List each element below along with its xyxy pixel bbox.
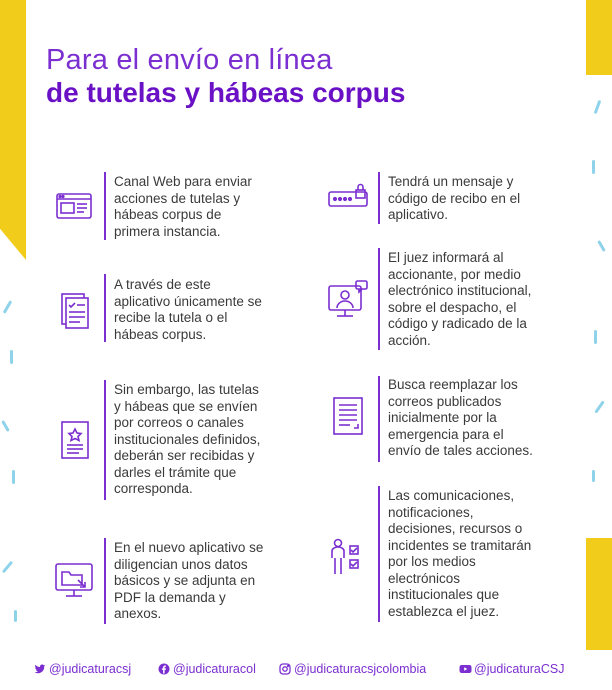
item-divider [378, 486, 380, 622]
decorative-dash [12, 470, 15, 484]
item-divider [104, 274, 106, 342]
twitter-handle: @judicaturacsj [49, 662, 132, 676]
twitter-link[interactable] [34, 662, 131, 676]
item-text-4: En el nuevo aplicativo se diligencian unos datos básicos y se adjunta en PDF la demanda y anexos. [114, 540, 264, 621]
instagram-handle: @judicaturacsjcolombia [294, 662, 427, 676]
decorative-dash [594, 400, 604, 413]
item-text-5: Tendrá un mensaje y código de recibo en el aplicativo. [388, 174, 521, 222]
decorative-dash [1, 420, 10, 432]
document-list-icon [326, 394, 370, 438]
item-divider [104, 172, 106, 240]
page-title-line1: Para el envío en línea [46, 44, 333, 76]
item-divider [378, 172, 380, 224]
instagram-link[interactable] [279, 662, 426, 676]
web-browser-icon [52, 184, 96, 228]
item-text-3: Sin embargo, las tutelas y hábeas que se envíen por correos o canales institucionales definidos, deberán ser recibidas y darles el trámite que corresponda. [114, 382, 261, 496]
decorative-dash [2, 561, 13, 574]
decorative-dash [3, 300, 13, 314]
item-divider [104, 380, 106, 500]
left-yellow-stripe [0, 0, 26, 260]
decorative-dash [594, 330, 597, 344]
page-title-line2: de tutelas y hábeas corpus [46, 77, 406, 108]
youtube-icon [459, 663, 471, 675]
decorative-dash [594, 100, 602, 114]
decorative-dash [597, 240, 606, 252]
instagram-icon [279, 663, 291, 675]
password-code-icon [326, 176, 370, 220]
decorative-dash [14, 610, 17, 622]
certificate-document-icon [54, 418, 98, 462]
facebook-handle: @judicaturacol [173, 662, 256, 676]
item-divider [378, 376, 380, 462]
item-text-8: Las comunicaciones, notificaciones, decisiones, recursos o incidentes se tramitarán por los medios electrónicos institucionales que establezca el juez. [388, 488, 532, 619]
document-check-icon [52, 288, 96, 332]
item-text-7: Busca reemplazar los correos publicados inicialmente por la emergencia para el envío de tales acciones. [388, 377, 533, 458]
social-footer [0, 662, 612, 682]
facebook-link[interactable] [158, 662, 256, 676]
computer-folder-upload-icon [52, 558, 96, 602]
item-text-1: Canal Web para enviar acciones de tutelas y hábeas corpus de primera instancia. [114, 174, 252, 239]
person-computer-icon [326, 278, 370, 322]
youtube-handle: @judicaturaCSJ [474, 662, 565, 676]
item-text-6: El juez informará al accionante, por medio electrónico institucional, sobre el despacho, el código y radicado de la acción. [388, 250, 532, 348]
decorative-dash [592, 470, 595, 482]
decorative-dash [10, 350, 13, 364]
person-checklist-icon [326, 536, 370, 580]
right-yellow-stripe-top [586, 0, 612, 75]
item-text-2: A través de este aplicativo únicamente se recibe la tutela o el hábeas corpus. [114, 277, 262, 342]
youtube-link[interactable] [459, 662, 565, 676]
decorative-dash [592, 160, 595, 174]
item-divider [378, 248, 380, 350]
item-divider [104, 538, 106, 624]
twitter-icon [34, 663, 46, 675]
facebook-icon [158, 663, 170, 675]
right-yellow-stripe-bottom [586, 538, 612, 650]
